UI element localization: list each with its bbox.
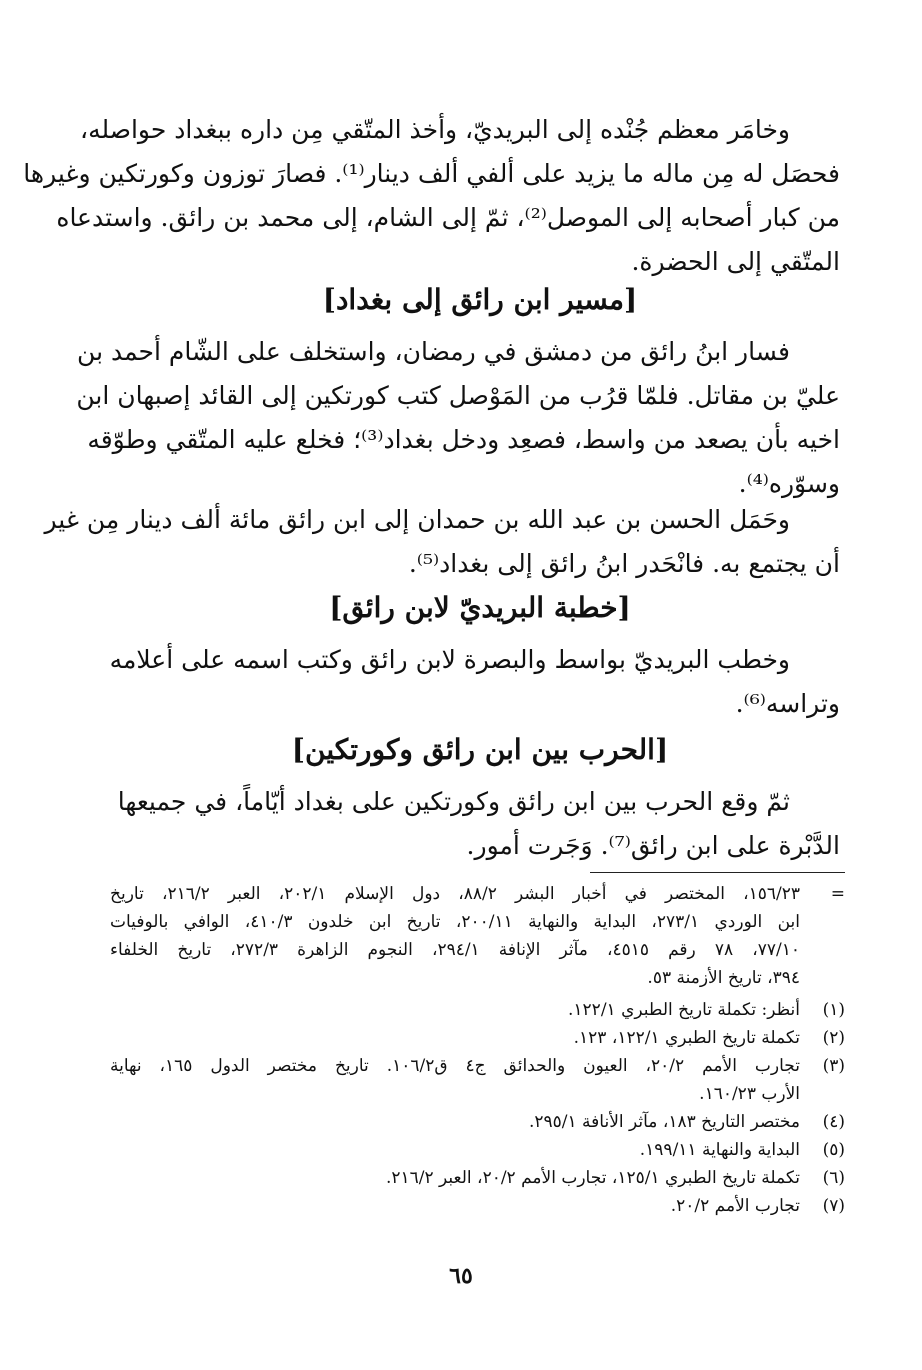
footnote-line: ١٥٦/٢٣، المختصر في أخبار البشر ٨٨/٢، دول الإسلام ٢٠٢/١، العبر ٢١٦/٢، تاريخ	[110, 884, 800, 904]
page-number: ٦٥	[449, 1263, 473, 1289]
footnote-number: (٥)	[822, 1140, 845, 1160]
paragraph-line: عليّ بن مقاتل. فلمّا قرُب من المَوْصل كتب كورتكين إلى القائد إصبهان ابن	[76, 381, 840, 410]
footnote-text: البداية والنهاية ١٩٩/١١.	[639, 1140, 800, 1160]
footnote-item	[110, 1192, 845, 1220]
paragraph-line: من كبار أصحابه إلى الموصل⁽²⁾، ثمّ إلى الشام، إلى محمد بن رائق. واستدعاه	[56, 203, 840, 232]
footnote-item	[110, 1024, 845, 1052]
footnote-continuation	[110, 880, 845, 992]
footnotes-list	[110, 996, 845, 1220]
footnote-number: (٧)	[822, 1196, 845, 1216]
paragraph-line: وخطب البريديّ بواسط والبصرة لابن رائق وكتب اسمه على أعلامه	[109, 645, 790, 674]
section-heading: [الحرب بين ابن رائق وكورتكين]	[291, 733, 669, 766]
paragraph-line: اخيه بأن يصعد من واسط، فصعِد ودخل بغداد⁽³⁾؛ فخلع عليه المتّقي وطوّقه	[87, 425, 840, 454]
footnote-line: ابن الوردي ٢٧٣/١، البداية والنهاية ٢٠٠/١١، تاريخ ابن خلدون ٤١٠/٣، الوافي بالوفيات	[110, 912, 801, 932]
paragraph-line: فسار ابنُ رائق من دمشق في رمضان، واستخلف على الشّام أحمد بن	[77, 337, 790, 366]
footnote-text: تجارب الأمم ٢٠/٢، العيون والحدائق ج٤ ق١٠٦/٢. تاريخ مختصر الدول ١٦٥، نهاية	[110, 1056, 800, 1076]
footnote-text: الأرب ١٦٠/٢٣.	[699, 1084, 800, 1104]
footnote-line: ٧٧/١٠، ٧٨ رقم ٤٥١٥، مآثر الإنافة ٢٩٤/١، النجوم الزاهرة ٢٧٢/٣، تاريخ الخلفاء	[110, 940, 800, 960]
footnote-item	[110, 996, 845, 1024]
continuation-mark: =	[830, 884, 845, 904]
footnote-text: تكملة تاريخ الطبري ١٢٢/١، ١٢٣.	[573, 1028, 800, 1048]
paragraph-line: المتّقي إلى الحضرة.	[631, 247, 840, 276]
footnote-text: تكملة تاريخ الطبري ١٢٥/١، تجارب الأمم ٢٠/٢، العبر ٢١٦/٢.	[385, 1168, 800, 1188]
paragraph-1	[23, 108, 840, 284]
footnote-text: مختصر التاريخ ١٨٣، مآثر الأنافة ٢٩٥/١.	[528, 1112, 800, 1132]
paragraph-line: وسوّره⁽⁴⁾.	[738, 469, 840, 498]
footnote-number: (٦)	[822, 1168, 845, 1188]
footnote-number: (٣)	[822, 1056, 845, 1076]
footnote-number: (١)	[822, 1000, 845, 1020]
paragraph-line: ثمّ وقع الحرب بين ابن رائق وكورتكين على بغداد أيّاماً، في جميعها	[117, 787, 790, 816]
footnote-rule	[590, 872, 845, 873]
footnote-item	[110, 1108, 845, 1136]
paragraph-line: أن يجتمع به. فانْحَدر ابنُ رائق إلى بغداد⁽⁵⁾.	[408, 549, 840, 578]
footnote-text: أنظر: تكملة تاريخ الطبري ١٢٢/١.	[568, 1000, 800, 1020]
paragraph-line: وحَمَل الحسن بن عبد الله بن حمدان إلى ابن رائق مائة ألف دينار مِن غير	[44, 505, 790, 534]
paragraph-line: الدَّبْرة على ابن رائق⁽⁷⁾. وَجَرت أمور.	[466, 831, 840, 860]
footnote-item	[110, 1164, 845, 1192]
paragraph-line: وخامَر معظم جُنْده إلى البريديّ، وأخذ المتّقي مِن داره ببغداد حواصله،	[80, 115, 790, 144]
paragraph-4	[109, 638, 840, 726]
section-heading: [مسير ابن رائق إلى بغداد]	[322, 283, 638, 316]
paragraph-3	[44, 498, 840, 586]
footnote-text: تجارب الأمم ٢٠/٢.	[670, 1196, 800, 1216]
paragraph-line: فحصَل له مِن ماله ما يزيد على ألفي ألف دينار⁽¹⁾. فصارَ توزون وكورتكين وغيرها	[23, 159, 840, 188]
footnote-number: (٢)	[822, 1028, 845, 1048]
paragraph-2	[76, 330, 840, 506]
section-heading: [خطبة البريديّ لابن رائق]	[329, 591, 631, 624]
footnote-item	[110, 1136, 845, 1164]
paragraph-line: وتراسه⁽⁶⁾.	[735, 689, 840, 718]
footnote-line: ٣٩٤، تاريخ الأزمنة ٥٣.	[647, 968, 800, 988]
footnote-number: (٤)	[822, 1112, 845, 1132]
paragraph-5	[117, 780, 840, 868]
footnote-item	[110, 1052, 845, 1108]
